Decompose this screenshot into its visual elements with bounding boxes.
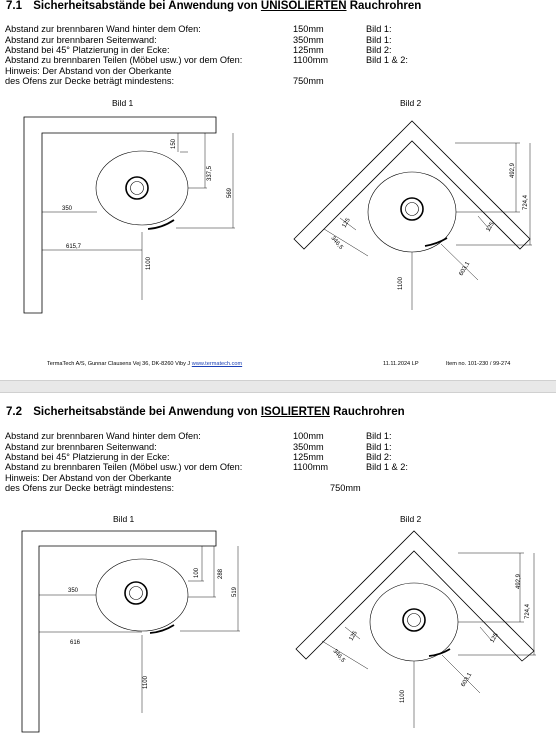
figure-1-title: Bild 1 — [112, 98, 134, 108]
dim-depth: 519 — [232, 586, 238, 597]
dim-diag: 346,5 — [329, 235, 344, 251]
footer-company: TermaTech A/S, Gunnar Clausens Vej 36, DK-8260 Viby J — [47, 361, 191, 367]
note-line-1: Hinweis: Der Abstand von der Oberkante — [5, 473, 172, 483]
row-label: Abstand zur brennbaren Wand hinter dem Ofen: — [5, 431, 201, 441]
figure-2-diagram — [0, 393, 556, 737]
dim-back: 100 — [194, 567, 200, 578]
row-label: Abstand zu brennbaren Teilen (Möbel usw.) vor dem Ofen: — [5, 462, 243, 472]
footer-date: 11.11.2024 LP — [383, 361, 419, 367]
row-label: Abstand zur brennbaren Seitenwand: — [5, 442, 157, 452]
row-figure: Bild 1: — [366, 35, 392, 45]
figure-2-title: Bild 2 — [400, 514, 422, 524]
dim-front: 1100 — [398, 277, 404, 290]
dim-front: 1100 — [146, 257, 152, 270]
dim-right-a: 492,9 — [516, 573, 522, 589]
dim-side: 350 — [62, 206, 73, 212]
dim-corner-left: 125 — [348, 630, 359, 642]
dim-right-b: 724,4 — [525, 603, 531, 619]
dim-back: 150 — [171, 138, 177, 149]
row-label: Abstand zu brennbaren Teilen (Möbel usw.) vor dem Ofen: — [5, 55, 243, 65]
row-label: Abstand bei 45° Platzierung in der Ecke: — [5, 45, 170, 55]
dim-corner-left: 125 — [341, 217, 352, 229]
row-figure: Bild 2: — [366, 452, 392, 462]
note-line-2: des Ofens zur Decke beträgt mindestens: — [5, 76, 175, 86]
dim-right-a: 492,9 — [510, 162, 516, 178]
dim-width: 615,7 — [66, 244, 82, 250]
heading-suffix: Rauchrohren — [349, 0, 422, 12]
dim-line-diag — [322, 641, 368, 669]
row-label: Abstand bei 45° Platzierung in der Ecke: — [5, 452, 170, 462]
dim-front-diag: 603,1 — [458, 260, 472, 277]
dim-corner-right: 125 — [489, 632, 500, 644]
row-label: Abstand zur brennbaren Seitenwand: — [5, 35, 157, 45]
heading-emphasis: ISOLIERTEN — [260, 406, 330, 418]
stove-door — [429, 649, 450, 656]
stove-door — [425, 238, 447, 246]
stove-body — [370, 583, 458, 661]
corner-wall — [296, 531, 534, 661]
heading-emphasis: UNISOLIERTEN — [260, 0, 347, 12]
row-value: 125mm — [293, 452, 324, 462]
row-value: 1100mm — [293, 462, 329, 472]
dim-depth: 569 — [227, 187, 233, 198]
dim-front-edge: 337,5 — [207, 165, 213, 181]
dim-front-diag: 603,1 — [460, 671, 474, 688]
note-line-2: des Ofens zur Decke beträgt mindestens: — [5, 483, 175, 493]
dim-corner-right: 125 — [485, 221, 496, 233]
figure-2-title: Bild 2 — [400, 98, 422, 108]
row-value: 1100mm — [293, 55, 329, 65]
row-figure: Bild 1: — [366, 24, 392, 34]
dim-width: 616 — [70, 640, 81, 646]
flue-inner — [408, 614, 421, 627]
dim-side: 350 — [68, 588, 79, 594]
dim-front: 1100 — [400, 690, 406, 703]
flue-pipe — [401, 198, 423, 220]
row-figure: Bild 1 & 2: — [366, 462, 408, 472]
heading-prefix: Sicherheitsabstände bei Anwendung von — [33, 406, 258, 418]
row-value: 150mm — [293, 24, 324, 34]
footer-website-link[interactable]: www.termatech.com — [191, 361, 243, 367]
footer-item-number: Item no. 101-230 / 99-274 — [446, 361, 511, 367]
row-value: 350mm — [293, 35, 324, 45]
row-figure: Bild 1 & 2: — [366, 55, 408, 65]
heading-suffix: Rauchrohren — [333, 406, 405, 418]
dim-diag: 346,5 — [331, 648, 346, 664]
dim-right-b: 724,4 — [523, 194, 529, 210]
note-line-1: Hinweis: Der Abstand von der Oberkante — [5, 66, 172, 76]
page-2 — [0, 393, 556, 737]
row-figure: Bild 1: — [366, 442, 392, 452]
section-number: 7.2 — [6, 406, 22, 418]
figure-1-title: Bild 1 — [113, 514, 135, 524]
dim-front: 1100 — [143, 676, 149, 689]
footer-address — [47, 361, 242, 367]
row-label: Abstand zur brennbaren Wand hinter dem Ofen: — [5, 24, 201, 34]
corner-wall — [294, 121, 530, 249]
note-value: 750mm — [293, 76, 324, 86]
dim-line-diag — [324, 229, 368, 256]
heading-prefix: Sicherheitsabstände bei Anwendung von — [33, 0, 258, 12]
flue-pipe — [403, 609, 425, 631]
flue-inner — [406, 203, 419, 216]
row-value: 350mm — [293, 442, 324, 452]
dim-front-edge: 288 — [218, 568, 224, 579]
row-figure: Bild 1: — [366, 431, 392, 441]
page-separator — [0, 380, 556, 393]
row-figure: Bild 2: — [366, 45, 392, 55]
dim-line-front-diag — [442, 655, 480, 693]
row-value: 125mm — [293, 45, 324, 55]
section-number: 7.1 — [6, 0, 22, 12]
note-value: 750mm — [330, 483, 361, 493]
row-value: 100mm — [293, 431, 324, 441]
